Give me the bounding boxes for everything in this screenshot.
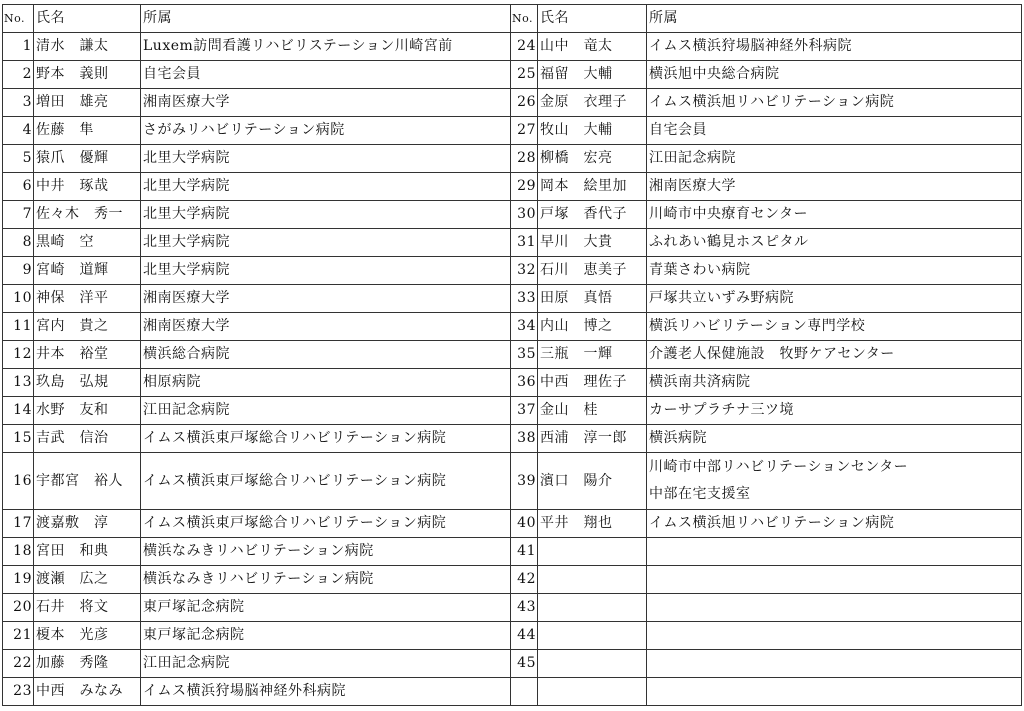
table-row <box>3 173 1022 201</box>
row-number: 24 <box>511 33 538 61</box>
participant-name: 柳橋 宏亮 <box>538 145 647 173</box>
participant-affiliation: イムス横浜東戸塚総合リハビリテーション病院 <box>141 425 511 453</box>
participant-affiliation <box>647 566 1022 594</box>
row-number: 13 <box>3 369 34 397</box>
participant-affiliation: 川崎市中部リハビリテーションセンター 中部在宅支援室 <box>647 453 1022 510</box>
row-number: 11 <box>3 313 34 341</box>
participant-affiliation: 横浜旭中央総合病院 <box>647 61 1022 89</box>
row-number: 20 <box>3 594 34 622</box>
participant-name <box>538 650 647 678</box>
table-row <box>3 33 1022 61</box>
row-number: 44 <box>511 622 538 650</box>
table-row <box>3 201 1022 229</box>
participant-affiliation: 自宅会員 <box>647 117 1022 145</box>
participant-name: 加藤 秀隆 <box>34 650 141 678</box>
row-number: 23 <box>3 678 34 706</box>
row-number: 3 <box>3 89 34 117</box>
participant-name <box>538 594 647 622</box>
header-name-left: 氏名 <box>34 5 141 33</box>
row-number: 10 <box>3 285 34 313</box>
table-row <box>3 257 1022 285</box>
row-number: 2 <box>3 61 34 89</box>
participant-affiliation: イムス横浜狩場脳神経外科病院 <box>141 678 511 706</box>
row-number: 43 <box>511 594 538 622</box>
participant-name: 平井 翔也 <box>538 510 647 538</box>
participant-affiliation: ふれあい鶴見ホスピタル <box>647 229 1022 257</box>
row-number: 7 <box>3 201 34 229</box>
participant-name: 石井 将文 <box>34 594 141 622</box>
participant-affiliation: 北里大学病院 <box>141 229 511 257</box>
participant-affiliation: 北里大学病院 <box>141 173 511 201</box>
table-row <box>3 369 1022 397</box>
participant-affiliation: 江田記念病院 <box>141 650 511 678</box>
participant-name: 福留 大輔 <box>538 61 647 89</box>
participant-name: 宮内 貴之 <box>34 313 141 341</box>
header-affiliation-right: 所属 <box>647 5 1022 33</box>
participant-name: 玖島 弘規 <box>34 369 141 397</box>
row-number: 41 <box>511 538 538 566</box>
row-number: 5 <box>3 145 34 173</box>
participant-name: 佐藤 隼 <box>34 117 141 145</box>
participant-name: 山中 竜太 <box>538 33 647 61</box>
header-row <box>3 5 1022 33</box>
row-number: 35 <box>511 341 538 369</box>
participant-affiliation: さがみリハビリテーション病院 <box>141 117 511 145</box>
participant-affiliation: 横浜なみきリハビリテーション病院 <box>141 538 511 566</box>
participant-affiliation: 北里大学病院 <box>141 257 511 285</box>
participant-affiliation: カーサプラチナ三ツ境 <box>647 397 1022 425</box>
participant-affiliation: 東戸塚記念病院 <box>141 622 511 650</box>
row-number: 22 <box>3 650 34 678</box>
participant-name: 中西 みなみ <box>34 678 141 706</box>
participant-affiliation: 北里大学病院 <box>141 201 511 229</box>
participant-affiliation: 湘南医療大学 <box>141 285 511 313</box>
participant-affiliation: 東戸塚記念病院 <box>141 594 511 622</box>
row-number: 9 <box>3 257 34 285</box>
participant-affiliation: イムス横浜旭リハビリテーション病院 <box>647 510 1022 538</box>
participant-name: 宮田 和典 <box>34 538 141 566</box>
participant-affiliation <box>647 650 1022 678</box>
row-number: 26 <box>511 89 538 117</box>
row-number: 37 <box>511 397 538 425</box>
row-number: 42 <box>511 566 538 594</box>
table-row <box>3 453 1022 510</box>
row-number: 39 <box>511 453 538 510</box>
row-number: 34 <box>511 313 538 341</box>
row-number: 30 <box>511 201 538 229</box>
participant-roster-table <box>2 4 1022 706</box>
participant-affiliation: 青葉さわい病院 <box>647 257 1022 285</box>
table-row <box>3 678 1022 706</box>
row-number: 31 <box>511 229 538 257</box>
participant-affiliation: Luxem訪問看護リハビリステーション川崎宮前 <box>141 33 511 61</box>
participant-affiliation: 横浜なみきリハビリテーション病院 <box>141 566 511 594</box>
row-number: 40 <box>511 510 538 538</box>
row-number: 19 <box>3 566 34 594</box>
participant-affiliation: イムス横浜旭リハビリテーション病院 <box>647 89 1022 117</box>
participant-name <box>538 538 647 566</box>
participant-affiliation: 横浜総合病院 <box>141 341 511 369</box>
participant-name: 増田 雄亮 <box>34 89 141 117</box>
row-number: 32 <box>511 257 538 285</box>
participant-name: 牧山 大輔 <box>538 117 647 145</box>
table-row <box>3 341 1022 369</box>
participant-name: 渡嘉敷 淳 <box>34 510 141 538</box>
participant-name: 三瓶 一輝 <box>538 341 647 369</box>
header-affiliation-left: 所属 <box>141 5 511 33</box>
table-row <box>3 89 1022 117</box>
table-row <box>3 538 1022 566</box>
row-number: 21 <box>3 622 34 650</box>
participant-affiliation: 江田記念病院 <box>141 397 511 425</box>
participant-affiliation <box>647 594 1022 622</box>
header-no-left: No. <box>3 5 34 33</box>
participant-name: 戸塚 香代子 <box>538 201 647 229</box>
header-no-right: No. <box>511 5 538 33</box>
participant-name: 榎本 光彦 <box>34 622 141 650</box>
table-row <box>3 622 1022 650</box>
table-row <box>3 61 1022 89</box>
participant-name: 内山 博之 <box>538 313 647 341</box>
participant-name: 西浦 淳一郎 <box>538 425 647 453</box>
row-number: 18 <box>3 538 34 566</box>
row-number: 25 <box>511 61 538 89</box>
participant-name: 井本 裕堂 <box>34 341 141 369</box>
participant-name: 神保 洋平 <box>34 285 141 313</box>
participant-name: 清水 謙太 <box>34 33 141 61</box>
table-row <box>3 650 1022 678</box>
participant-name <box>538 622 647 650</box>
row-number: 38 <box>511 425 538 453</box>
participant-affiliation: 横浜病院 <box>647 425 1022 453</box>
participant-name: 猿爪 優輝 <box>34 145 141 173</box>
participant-name: 吉武 信治 <box>34 425 141 453</box>
table-row <box>3 566 1022 594</box>
participant-name: 水野 友和 <box>34 397 141 425</box>
participant-affiliation: 戸塚共立いずみ野病院 <box>647 285 1022 313</box>
participant-affiliation <box>647 622 1022 650</box>
participant-affiliation: 湘南医療大学 <box>647 173 1022 201</box>
participant-affiliation <box>647 678 1022 706</box>
participant-affiliation: 北里大学病院 <box>141 145 511 173</box>
row-number: 15 <box>3 425 34 453</box>
participant-name: 宮崎 道輝 <box>34 257 141 285</box>
participant-name: 渡瀬 広之 <box>34 566 141 594</box>
table-row <box>3 594 1022 622</box>
table-row <box>3 117 1022 145</box>
participant-affiliation <box>647 538 1022 566</box>
table-row <box>3 229 1022 257</box>
row-number: 14 <box>3 397 34 425</box>
table-row <box>3 425 1022 453</box>
participant-name: 岡本 絵里加 <box>538 173 647 201</box>
participant-affiliation: 湘南医療大学 <box>141 89 511 117</box>
row-number: 36 <box>511 369 538 397</box>
participant-name: 田原 真悟 <box>538 285 647 313</box>
participant-name <box>538 566 647 594</box>
participant-name: 黒崎 空 <box>34 229 141 257</box>
table-row <box>3 397 1022 425</box>
row-number: 16 <box>3 453 34 510</box>
participant-name: 金山 桂 <box>538 397 647 425</box>
participant-name: 宇都宮 裕人 <box>34 453 141 510</box>
table-row <box>3 510 1022 538</box>
participant-affiliation: 自宅会員 <box>141 61 511 89</box>
participant-name: 佐々木 秀一 <box>34 201 141 229</box>
row-number: 6 <box>3 173 34 201</box>
row-number: 28 <box>511 145 538 173</box>
row-number: 12 <box>3 341 34 369</box>
participant-name: 中井 琢哉 <box>34 173 141 201</box>
row-number: 45 <box>511 650 538 678</box>
participant-affiliation: イムス横浜東戸塚総合リハビリテーション病院 <box>141 510 511 538</box>
participant-name: 石川 恵美子 <box>538 257 647 285</box>
row-number: 33 <box>511 285 538 313</box>
participant-affiliation: 相原病院 <box>141 369 511 397</box>
participant-name: 金原 衣理子 <box>538 89 647 117</box>
row-number: 8 <box>3 229 34 257</box>
row-number <box>511 678 538 706</box>
participant-name: 濱口 陽介 <box>538 453 647 510</box>
header-name-right: 氏名 <box>538 5 647 33</box>
row-number: 1 <box>3 33 34 61</box>
participant-affiliation: 江田記念病院 <box>647 145 1022 173</box>
row-number: 17 <box>3 510 34 538</box>
participant-affiliation: イムス横浜東戸塚総合リハビリテーション病院 <box>141 453 511 510</box>
participant-affiliation: 川崎市中央療育センター <box>647 201 1022 229</box>
row-number: 29 <box>511 173 538 201</box>
table-row <box>3 313 1022 341</box>
participant-name <box>538 678 647 706</box>
row-number: 27 <box>511 117 538 145</box>
participant-affiliation: 横浜リハビリテーション専門学校 <box>647 313 1022 341</box>
participant-affiliation: 介護老人保健施設 牧野ケアセンター <box>647 341 1022 369</box>
participant-affiliation: 横浜南共済病院 <box>647 369 1022 397</box>
participant-name: 野本 義則 <box>34 61 141 89</box>
participant-name: 中西 理佐子 <box>538 369 647 397</box>
participant-affiliation: 湘南医療大学 <box>141 313 511 341</box>
table-row <box>3 145 1022 173</box>
participant-affiliation: イムス横浜狩場脳神経外科病院 <box>647 33 1022 61</box>
participant-name: 早川 大貴 <box>538 229 647 257</box>
row-number: 4 <box>3 117 34 145</box>
table-row <box>3 285 1022 313</box>
